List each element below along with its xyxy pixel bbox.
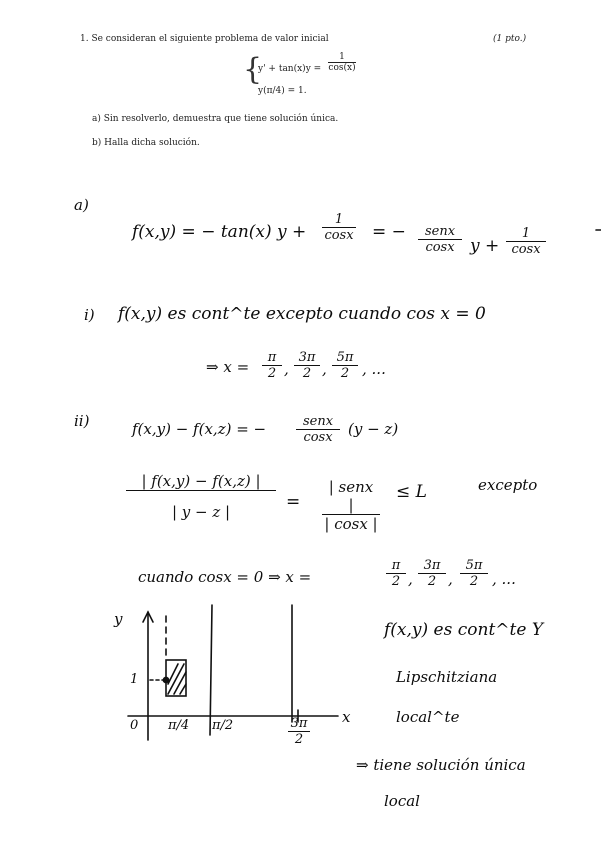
x-tick-pi-over-4: π/4 bbox=[168, 718, 190, 733]
conclusion-line-3: local^te bbox=[396, 708, 460, 726]
equals-sign: = bbox=[286, 492, 301, 512]
pi-over-2-b: $\frac{\pi}{2}$ bbox=[386, 558, 406, 589]
brace: { bbox=[243, 52, 263, 87]
pi-over-2: $\frac{\pi}{2}$ bbox=[262, 350, 282, 381]
fraction-1-over-cosx: $\frac{1}{\cos x}$ bbox=[322, 212, 356, 243]
abs-quotient: $\frac{| f(x,y) - f(x,z) |}{| y - z |}$ bbox=[126, 472, 276, 521]
conclusion-line-5: local bbox=[384, 792, 420, 810]
comma-4: , bbox=[448, 570, 453, 588]
points-label: (1 pto.) bbox=[493, 34, 527, 44]
abs-sen-over-cos: | senx | | cosx | bbox=[322, 478, 380, 533]
cuando-line: cuando cosx = 0 ⇒ x = bbox=[138, 568, 312, 586]
five-pi-over-2: $\frac{5\pi}{2}$ bbox=[332, 350, 358, 381]
hatch-2 bbox=[168, 664, 178, 684]
ode-equation: y' + tan(x)y = bbox=[258, 64, 322, 74]
ellipsis-2: , ... bbox=[492, 570, 516, 588]
excepto-label: excepto bbox=[478, 476, 538, 494]
le-L: ≤ L bbox=[396, 482, 427, 502]
x-tick-pi-over-2: π/2 bbox=[212, 718, 234, 733]
equals-minus: = − bbox=[372, 222, 406, 242]
fraction-1-over-cosx-2: $\frac{1}{\cos x}$ bbox=[506, 226, 546, 257]
item-i-label: i) bbox=[84, 306, 95, 324]
initial-condition: y(π/4) = 1. bbox=[258, 86, 307, 96]
y-plus: y + bbox=[470, 236, 500, 256]
y-axis-label: y bbox=[114, 610, 123, 628]
ellipsis-1: , ... bbox=[362, 360, 386, 378]
difference-tail: (y − z) bbox=[348, 420, 399, 438]
three-pi-over-2-b: $\frac{3\pi}{2}$ bbox=[418, 558, 446, 589]
item-ii-label: ii) bbox=[74, 412, 90, 430]
ode-rhs-num: 1 bbox=[328, 52, 356, 63]
lipschitz-difference: f(x,y) − f(x,z) = − bbox=[132, 420, 267, 438]
x-axis-label: x bbox=[342, 708, 351, 726]
five-pi-over-2-b: $\frac{5\pi}{2}$ bbox=[460, 558, 488, 589]
implies-x-equals: ⇒ x = bbox=[206, 358, 250, 376]
ode-rhs-den: cos(x) bbox=[328, 63, 356, 73]
f-definition: f(x,y) = − tan(x) y + bbox=[132, 222, 307, 242]
initial-point bbox=[163, 677, 168, 682]
problem-statement: 1. Se consideran el siguiente problema de valor inicial bbox=[80, 34, 329, 44]
fraction-senx-over-cosx-2: senx cosx bbox=[296, 414, 340, 445]
y-tick-1: 1 bbox=[130, 672, 139, 687]
comma-3: , bbox=[408, 570, 413, 588]
hatch-4 bbox=[180, 684, 186, 694]
solution-label-a: a) bbox=[74, 196, 89, 214]
hatch-3 bbox=[174, 672, 186, 694]
conclusion-line-1: f(x,y) es cont^te Y bbox=[384, 620, 544, 640]
fraction-senx-over-cosx: senx cosx bbox=[418, 224, 462, 255]
x-tick-3pi-over-2: $\frac{3\pi}{2}$ bbox=[288, 716, 310, 747]
comma-1: , bbox=[284, 360, 289, 378]
continuity-statement: f(x,y) es cont^te excepto cuando cos x = 0 bbox=[118, 304, 486, 324]
conclusion-line-2: Lipschitziana bbox=[396, 668, 498, 686]
three-pi-over-2: $\frac{3\pi}{2}$ bbox=[294, 350, 320, 381]
part-b-statement: b) Halla dicha solución. bbox=[92, 138, 200, 148]
origin-label: 0 bbox=[130, 718, 139, 733]
comma-2: , bbox=[322, 360, 327, 378]
conclusion-line-4: ⇒ tiene solución única bbox=[356, 756, 526, 774]
part-a-statement: a) Sin resolverlo, demuestra que tiene solución única. bbox=[92, 114, 339, 124]
